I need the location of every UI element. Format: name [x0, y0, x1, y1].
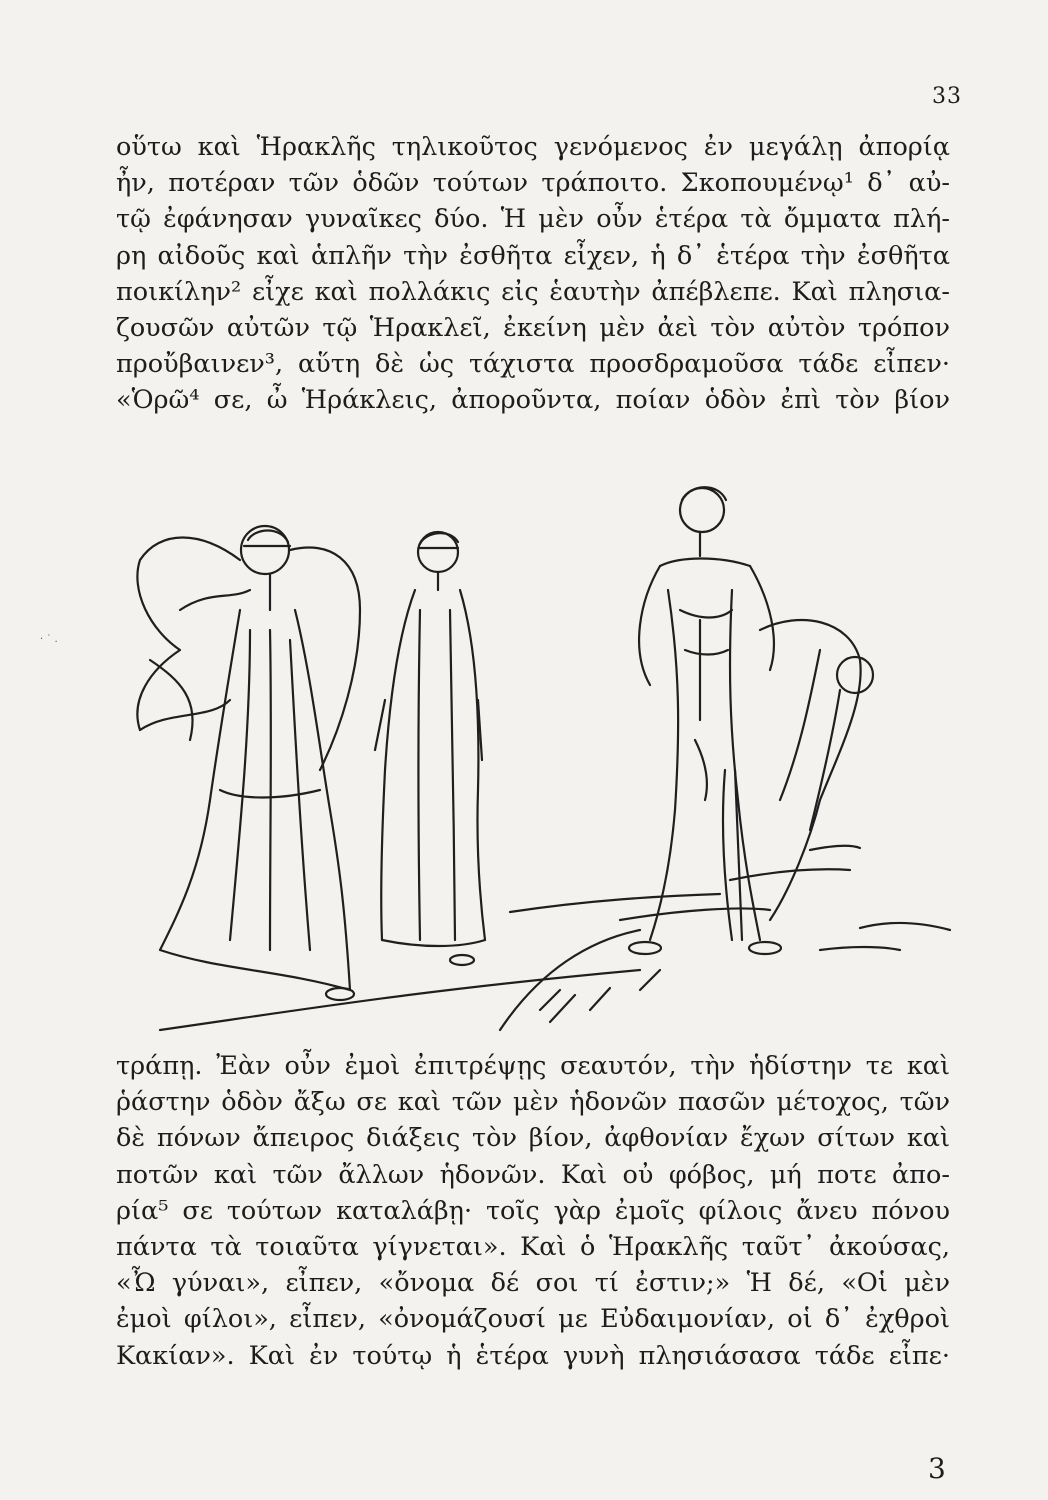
ground-lines	[160, 846, 950, 1030]
text-line: οὕτω καὶ Ἡρακλῆς τηλικοῦτος γενόμενος ἐν μεγάλῃ ἀπορίᾳ	[116, 132, 950, 162]
page-number: 33	[932, 84, 962, 109]
signature-mark: 3	[928, 1452, 946, 1485]
text-line: ρη αἰδοῦς καὶ ἁπλῆν τὴν ἐσθῆτα εἶχεν, ἡ δ᾽ ἑτέρα τὴν ἐσθῆτα	[116, 240, 950, 271]
top-paragraph	[116, 129, 950, 419]
text-line: Κακίαν». Καὶ ἐν τούτῳ ἡ ἑτέρα γυνὴ πλησιάσασα τάδε εἶπε·	[116, 1340, 950, 1371]
text-line: δὲ πόνων ἄπειρος διάξεις τὸν βίον, ἀφθονίαν ἔχων σίτων καὶ	[116, 1123, 950, 1154]
text-line: πάντα τὰ τοιαῦτα γίγνεται». Καὶ ὁ Ἡρακλῆς ταῦτ᾽ ἀκούσας,	[116, 1231, 950, 1262]
text-line: ζουσῶν αὐτῶν τῷ Ἡρακλεῖ, ἐκείνη μὲν ἀεὶ τὸν αὐτὸν τρόπον	[116, 312, 950, 343]
text-line: «Ὁρῶ⁴ σε, ὦ Ἡράκλεις, ἀποροῦντα, ποίαν ὁδὸν ἐπὶ τὸν βίον	[116, 385, 950, 416]
heracles-at-the-crossroads-illustration	[120, 470, 970, 1050]
text-line: ἐμοὶ φίλοι», εἶπεν, «ὀνομάζουσί με Εὐδαιμονίαν, οἱ δ᾽ ἐχθροὶ	[116, 1304, 950, 1335]
woman-with-veil-figure	[137, 526, 360, 1000]
text-line: ποτῶν καὶ τῶν ἄλλων ἡδονῶν. Καὶ οὐ φόβος, μή ποτε ἀπο-	[116, 1159, 950, 1190]
text-line: προὔβαινεν³, αὕτη δὲ ὡς τάχιστα προσδραμοῦσα τάδε εἶπεν·	[116, 349, 950, 380]
text-line: τράπῃ. Ἐὰν οὖν ἐμοὶ ἐπιτρέψῃς σεαυτόν, τὴν ἡδίστην τε καὶ	[116, 1051, 950, 1081]
text-line: ρία⁵ σε τούτων καταλάβῃ· τοῖς γὰρ ἐμοῖς φίλοις ἄνευ πόνου	[116, 1195, 950, 1226]
text-line: ποικίλην² εἶχε καὶ πολλάκις εἰς ἑαυτὴν ἀπέβλεπε. Καὶ πλησια-	[116, 276, 950, 307]
scan-specks: · ˙ .	[40, 634, 58, 645]
text-line: ῥάστην ὁδὸν ἄξω σε καὶ τῶν μὲν ἡδονῶν πασῶν μέτοχος, τῶν	[116, 1087, 950, 1118]
text-line: «Ὦ γύναι», εἶπεν, «ὄνομα δέ σοι τί ἐστιν;» Ἡ δέ, «Οἱ μὲν	[116, 1268, 950, 1299]
heracles-figure	[629, 487, 873, 954]
modest-woman-figure	[375, 532, 485, 965]
text-line: ἦν, ποτέραν τῶν ὁδῶν τούτων τράποιτο. Σκοπουμένῳ¹ δ᾽ αὐ-	[116, 168, 950, 199]
text-line: τῷ ἐφάνησαν γυναῖκες δύο. Ἡ μὲν οὖν ἑτέρα τὰ ὄμματα πλή-	[116, 204, 950, 235]
bottom-paragraph	[116, 1048, 950, 1374]
